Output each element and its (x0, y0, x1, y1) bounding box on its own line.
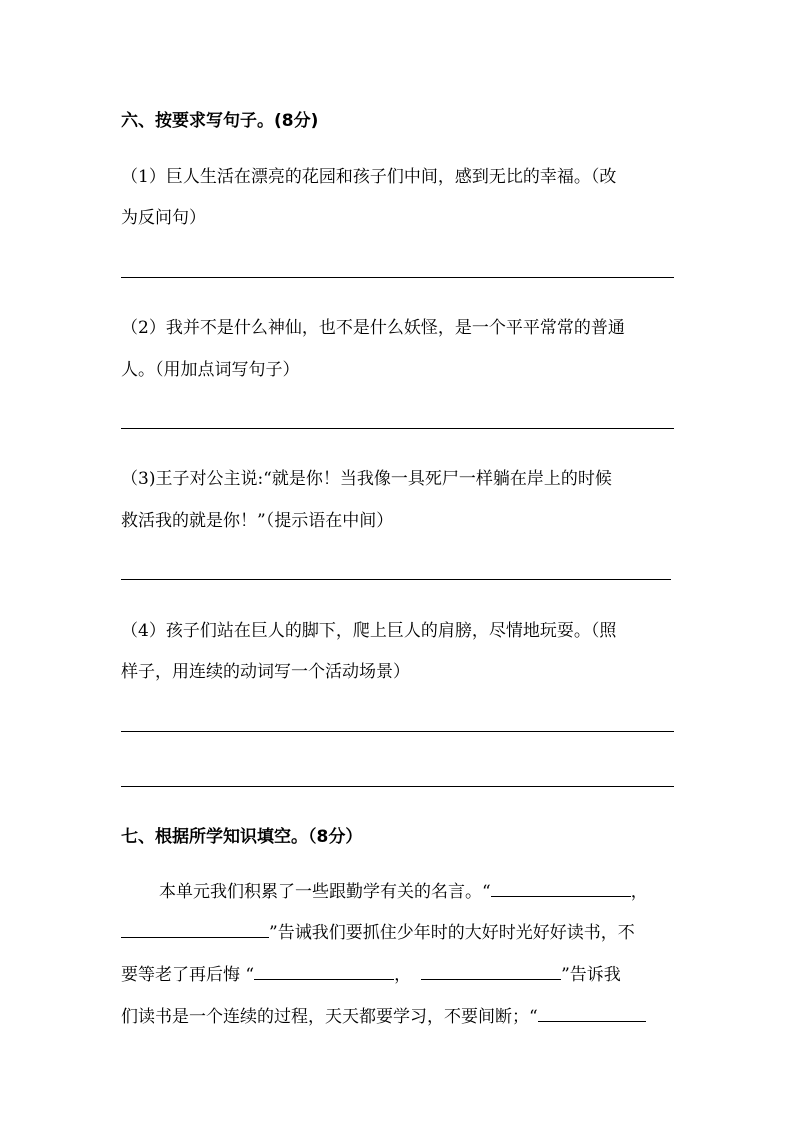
answer-line-1[interactable] (121, 277, 674, 278)
fill-paragraph-line-2 (121, 918, 635, 943)
question-1-line-2: 为反问句） (121, 208, 206, 228)
fill-paragraph-line-3 (121, 960, 621, 985)
fill-paragraph-line-4 (121, 1002, 646, 1027)
fill-blank-1[interactable] (491, 880, 631, 897)
fill-text: ”告诉我 (561, 965, 621, 985)
fill-paragraph-line-1 (159, 877, 648, 902)
answer-line-2[interactable] (121, 428, 674, 429)
section-7-title: 七、根据所学知识填空。（8分） (121, 827, 363, 847)
answer-line-3[interactable] (121, 579, 671, 580)
question-2-line-2: 人。（用加点词写句子） (121, 360, 300, 380)
question-4-line-1: （4）孩子们站在巨人的脚下，爬上巨人的肩膀，尽情地玩耍。（照 (121, 621, 617, 641)
answer-line-4a[interactable] (121, 731, 674, 732)
fill-text: 要等老了再后悔 “ (121, 965, 255, 985)
question-2-line-1: （2）我并不是什么神仙，也不是什么妖怪，是一个平平常常的普通 (121, 318, 625, 338)
fill-blank-5[interactable] (538, 1005, 646, 1022)
fill-text: 们读书是一个连续的过程，天天都要学习，不要间断；“ (121, 1007, 538, 1027)
question-4-line-2: 样子，用连续的动词写一个活动场景） (121, 662, 410, 682)
question-3-line-1: （3)王子对公主说:“就是你！当我像一具死尸一样躺在岸上的时候 (121, 469, 612, 489)
fill-blank-3[interactable] (254, 963, 394, 980)
fill-text: ”告诫我们要抓住少年时的大好时光好好读书，不 (269, 923, 635, 943)
question-1-line-1: （1）巨人生活在漂亮的花园和孩子们中间，感到无比的幸福。（改 (121, 167, 617, 187)
question-3-line-2: 救活我的就是你！”（提示语在中间） (121, 511, 394, 531)
fill-text: 本单元我们积累了一些跟勤学有关的名言。“ (159, 882, 491, 902)
fill-blank-2[interactable] (121, 921, 269, 938)
answer-line-4b[interactable] (121, 786, 674, 787)
fill-blank-4[interactable] (421, 963, 561, 980)
fill-text: ， (630, 882, 648, 902)
section-6-title: 六、按要求写句子。(8分) (121, 111, 319, 131)
fill-text: ， (394, 965, 412, 985)
